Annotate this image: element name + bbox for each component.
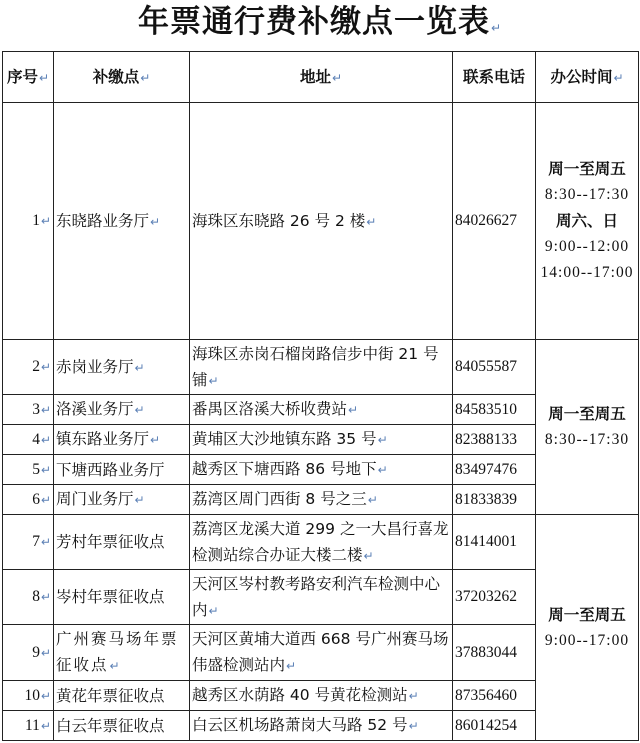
- row-address: 海珠区东晓路 26 号 2 楼↵: [190, 103, 453, 340]
- row-no: 11↵: [3, 711, 54, 741]
- row-name: 下塘西路业务厅: [54, 455, 190, 485]
- row-no: 6↵: [3, 485, 54, 515]
- row-no: 9↵: [3, 625, 54, 681]
- table-row: [3, 515, 639, 570]
- row-name: 镇东路业务厅↵: [54, 425, 190, 455]
- row-name: 白云年票征收点: [54, 711, 190, 741]
- row-address: 黄埔区大沙地镇东路 35 号↵: [190, 425, 453, 455]
- row-no: 1↵: [3, 103, 54, 340]
- row-phone: 83497476: [453, 455, 536, 485]
- row-phone: 84583510: [453, 395, 536, 425]
- paragraph-mark-icon: ↵: [331, 70, 343, 85]
- row-address: 白云区机场路萧岗大马路 52 号↵: [190, 711, 453, 741]
- row-name: 赤岗业务厅↵: [54, 340, 190, 395]
- row-name: 黄花年票征收点: [54, 681, 190, 711]
- hours-cell-group3: 周一至周五 9:00--17:00: [536, 515, 639, 741]
- paragraph-mark-icon: ↵: [490, 21, 503, 35]
- row-address: 荔湾区龙溪大道 299 之一大昌行喜龙检测站综合办证大楼二楼↵: [190, 515, 453, 570]
- header-phone: 联系电话: [453, 52, 536, 103]
- row-phone: 37203262: [453, 570, 536, 625]
- hours-cell-group2: 周一至周五 8:30--17:30: [536, 340, 639, 515]
- row-phone: 81833839: [453, 485, 536, 515]
- row-address: 番禺区洛溪大桥收费站↵: [190, 395, 453, 425]
- row-address: 天河区岑村教考路安利汽车检测中心内↵: [190, 570, 453, 625]
- row-no: 5↵: [3, 455, 54, 485]
- row-address: 越秀区水荫路 40 号黄花检测站↵: [190, 681, 453, 711]
- header-address: 地址↵: [190, 52, 453, 103]
- row-phone: 86014254: [453, 711, 536, 741]
- row-phone: 82388133: [453, 425, 536, 455]
- document-title: 年票通行费补缴点一览表↵: [137, 4, 503, 40]
- row-name: 东晓路业务厅↵: [54, 103, 190, 340]
- row-no: 8↵: [3, 570, 54, 625]
- row-no: 7↵: [3, 515, 54, 570]
- paragraph-mark-icon: ↵: [38, 70, 50, 85]
- header-hours: 办公时间↵: [536, 52, 639, 103]
- header-name: 补缴点↵: [54, 52, 190, 103]
- row-phone: 37883044: [453, 625, 536, 681]
- header-no: 序号↵: [3, 52, 54, 103]
- hours-cell-group1: 周一至周五 8:30--17:30 周六、日 9:00--12:00 14:00--17:00: [536, 103, 639, 340]
- row-name: 洛溪业务厅↵: [54, 395, 190, 425]
- row-no: 4↵: [3, 425, 54, 455]
- row-phone: 87356460: [453, 681, 536, 711]
- row-no: 3↵: [3, 395, 54, 425]
- table-row: [3, 340, 639, 395]
- row-no: 2↵: [3, 340, 54, 395]
- row-address: 荔湾区周门西街 8 号之三↵: [190, 485, 453, 515]
- paragraph-mark-icon: ↵: [613, 70, 624, 85]
- row-phone: 84026627: [453, 103, 536, 340]
- row-address: 越秀区下塘西路 86 号地下↵: [190, 455, 453, 485]
- service-points-table: [2, 51, 639, 741]
- row-name: 周门业务厅↵: [54, 485, 190, 515]
- table-row: [3, 103, 639, 340]
- row-phone: 81414001: [453, 515, 536, 570]
- row-name: 岑村年票征收点: [54, 570, 190, 625]
- row-phone: 84055587: [453, 340, 536, 395]
- row-address: 天河区黄埔大道西 668 号广州赛马场伟盛检测站内↵: [190, 625, 453, 681]
- row-address: 海珠区赤岗石榴岗路信步中街 21 号铺↵: [190, 340, 453, 395]
- paragraph-mark-icon: ↵: [140, 70, 151, 85]
- row-name: 广州赛马场年票征收点↵: [54, 625, 190, 681]
- row-no: 10↵: [3, 681, 54, 711]
- row-name: 芳村年票征收点: [54, 515, 190, 570]
- table-header-row: [3, 52, 639, 103]
